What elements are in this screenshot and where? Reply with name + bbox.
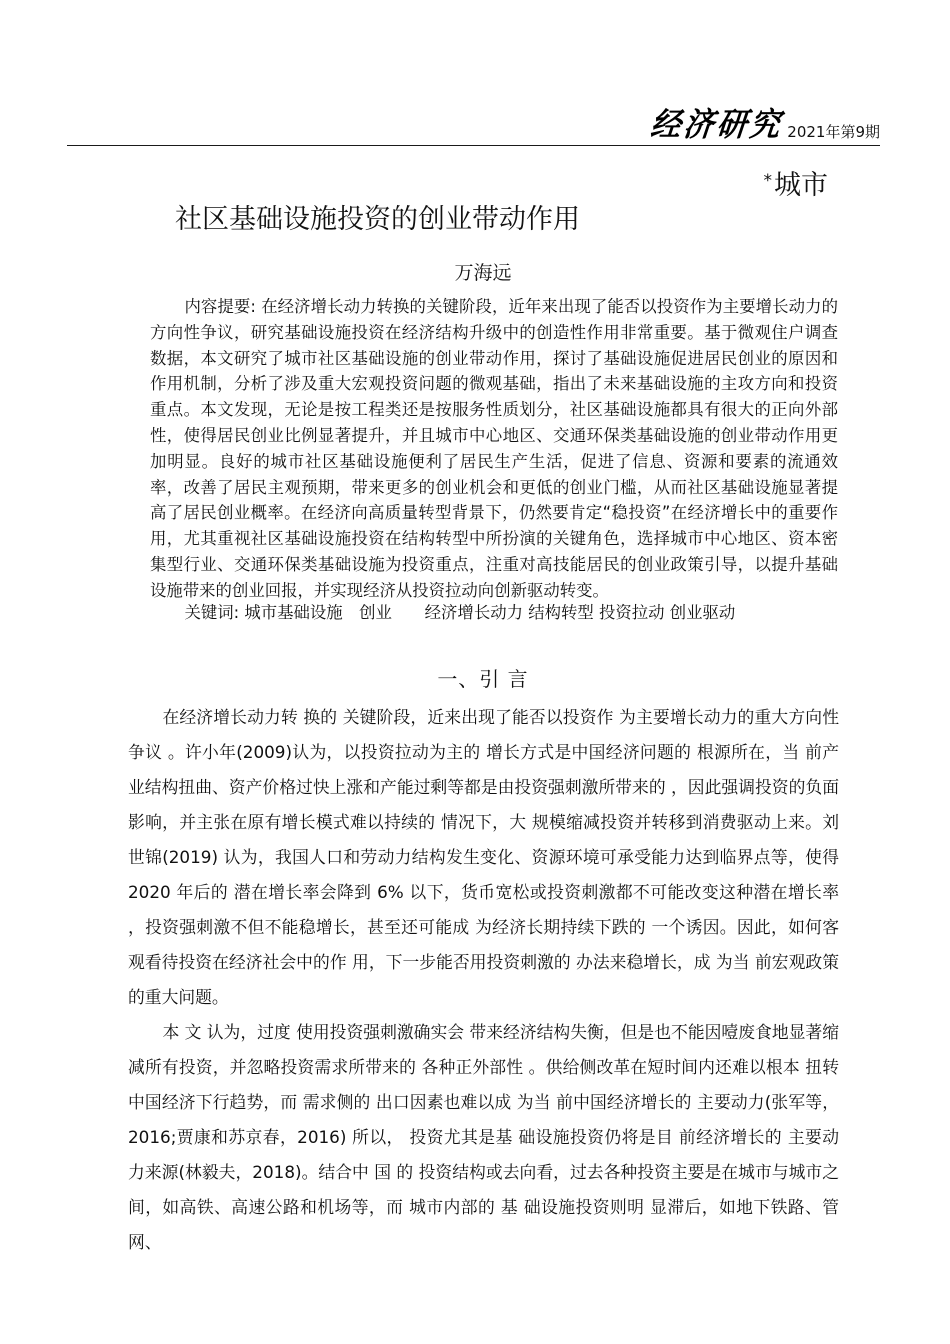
masthead <box>67 100 880 146</box>
keywords-block <box>150 600 838 626</box>
keywords-label: 关键词: <box>184 603 240 622</box>
body-text-column <box>128 700 839 1260</box>
abstract-block <box>150 294 838 604</box>
abstract-label: 内容提要: <box>184 297 256 316</box>
page-title: 社区基础设施投资的创业带动作用 <box>175 204 580 235</box>
keywords-text: 城市基础设施 创业 经济增长动力 结构转型 投资拉动 创业驱动 <box>239 603 736 622</box>
article-title-fragment-text: 城市 <box>774 170 828 201</box>
issue-label: 2021年第9期 <box>787 123 880 141</box>
article-title-fragment <box>128 170 828 202</box>
abstract-text: 在经济增长动力转换的关键阶段，近年来出现了能否以投资作为主要增长动力的方向性争议，研究基础设施投资在经济结构升级中的创造性作用非常重要。基于微观住户调查数据，本文研究了城市社区基础设施的创业带动作用，探讨了基础设施促进居民创业的原因和作用机制，分析了涉及重大宏观投资问题的微观基础，指出了未来基础设施的主攻方向和投资重点。本文发现，无论是按工程类还是按服务性质划分，社区基础设施都具有很大的正向外部性，使得居民创业比例显著提升，并且城市中心地区、交通环保类基础设施的创业带动作用更加明显。良好的城市社区基础设施便利了居民生产生活，促进了信息、资源和要素的流通效率，改善了居民主观预期，带来更多的创业机会和更低的创业门槛，从而社区基础设施显著提高了居民创业概率。在经济向高质量转型背景下，仍然要肯定“稳投资”在经济增长中的重要作用，尤其重视社区基础设施投资在结构转型中所扮演的关键角色，选择城市中心地区、资本密集型行业、交通环保类基础设施为投资重点，注重对高技能居民的创业政策引导，以提升基础设施带来的创业回报，并实现经济从投资拉动向创新驱动转变。 <box>150 297 838 600</box>
masthead-content <box>649 106 880 145</box>
body-paragraph: 在经济增长动力转 换的 关键阶段，近来出现了能否以投资作 为主要增长动力的重大方向性争议 。许小年(2009)认为，以投资拉动为主的 增长方式是中国经济问题的 根源所在，当 前产业结构扭曲、资产价格过快上涨和产能过剩等都是由投资强刺激所带来的 ，因此强调投资的负面影响，并主张在原有增长模式难以持续的 情况下，大 规模缩减投资并转移到消费驱动上来。刘世锦(2019) 认为，我国人口和劳动力结构发生变化、资源环境可承受能力达到临界点等，使得 2020 年后的 潜在增长率会降到 6% 以下，货币宽松或投资刺激都不可能改变这种潜在增长率 ，投资强刺激不但不能稳增长，甚至还可能成 为经济长期持续下跌的 一个诱因。因此，如何客观看待投资在经济社会中的作 用，下一步能否用投资刺激的 办法来稳增长，成 为当 前宏观政策的重大问题。 <box>128 707 839 1007</box>
article-author: 万海远 <box>454 262 512 284</box>
footnote-asterisk-icon: * <box>763 171 772 191</box>
body-paragraph: 本 文 认为，过度 使用投资强刺激确实会 带来经济结构失衡，但是也不能因噎废食地显著缩减所有投资，并忽略投资需求所带来的 各种正外部性 。供给侧改革在短时间内还难以根本 扭转中国经济下行趋势，而 需求侧的 出口因素也难以成 为当 前中国经济增长的 主要动力(张军等，2016;贾康和苏京春，2016) 所以， 投资尤其是基 础设施投资仍将是目 前经济增长的 主要动力来源(林毅夫，2018)。结合中 国 的 投资结构或去向看，过去各种投资主要是在城市与城市之间，如高铁、高速公路和机场等，而 城市内部的 基 础设施投资则明 显滞后，如地下铁路、管网、 <box>128 1022 839 1252</box>
section-heading-introduction: 一、引 言 <box>437 667 529 691</box>
journal-logo: 经济研究 <box>649 106 786 145</box>
